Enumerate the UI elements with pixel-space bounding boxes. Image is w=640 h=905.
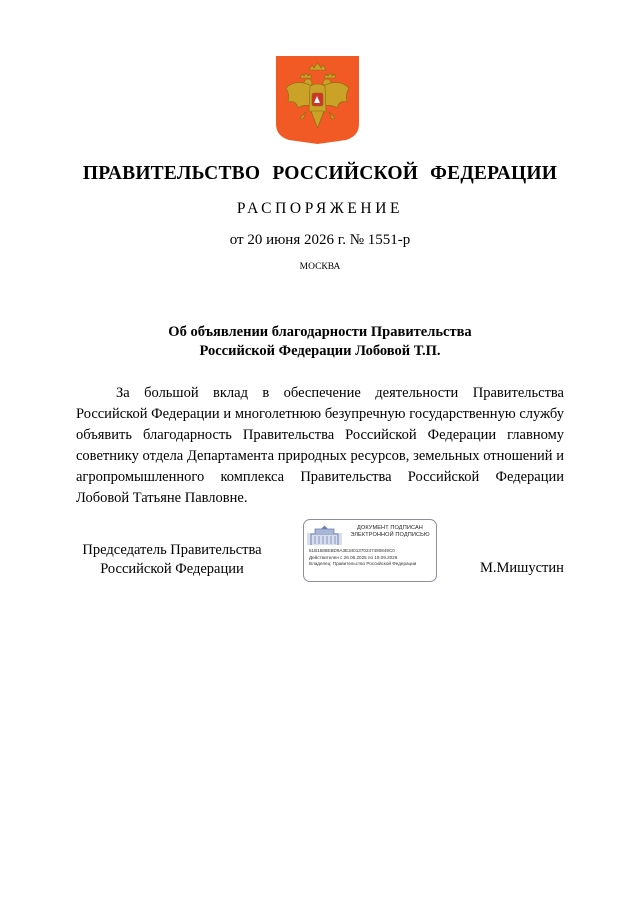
electronic-signature-stamp <box>303 519 437 582</box>
government-building-icon <box>307 525 342 545</box>
stamp-heading <box>344 525 436 539</box>
stamp-validity: Действителен с 26.06.2025 по 19.09.2026 <box>309 555 398 560</box>
signer-position <box>72 541 272 579</box>
stamp-owner: Владелец: Правительство Российской Федерации <box>309 561 417 566</box>
coat-of-arms-emblem <box>276 56 359 144</box>
signer-name: М.Мишустин <box>480 560 564 576</box>
stamp-heading-line-1: ДОКУМЕНТ ПОДПИСАН <box>357 525 423 531</box>
stamp-certificate-number: 51B1588EBD9A3E3401370247490849C0 <box>309 548 395 553</box>
subject-line-2: Российской Федерации Лобовой Т.П. <box>199 343 441 359</box>
document-subject <box>0 323 640 361</box>
body-paragraph: За большой вклад в обеспечение деятельности Правительства Российской Федерации и многолетнюю безупречную государственную службу объявить благодарность Правительства Российской Федерации главному советнику отдела Департамента природных ресурсов, земельных отношений и агропромышленного комплекса Правительства Российской Федерации Лобовой Татьяне Павловне. <box>76 385 564 506</box>
document-city: МОСКВА <box>299 262 341 272</box>
subject-line-1: Об объявлении благодарности Правительства <box>168 324 472 340</box>
document-date-number: от 20 июня 2026 г. № 1551-р <box>229 232 411 248</box>
signer-position-line-1: Председатель Правительства <box>82 542 262 558</box>
document-type: РАСПОРЯЖЕНИЕ <box>236 200 404 217</box>
organization-title: ПРАВИТЕЛЬСТВО РОССИЙСКОЙ ФЕДЕРАЦИИ <box>82 163 558 184</box>
signer-position-line-2: Российской Федерации <box>100 561 244 577</box>
stamp-heading-line-2: ЭЛЕКТРОННОЙ ПОДПИСЬЮ <box>350 532 430 538</box>
